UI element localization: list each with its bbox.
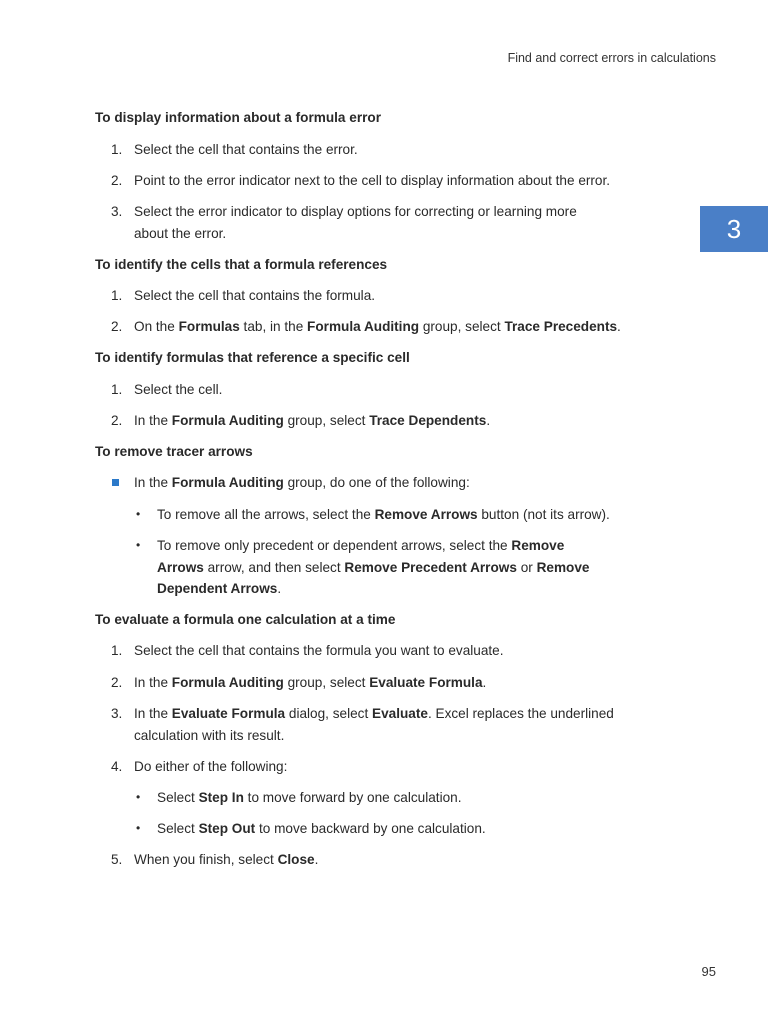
step-text: Select the error indicator to display options for correcting or learning more about the error. — [134, 204, 577, 241]
text-segment: Select — [157, 821, 199, 836]
step-number: 2. — [111, 319, 123, 334]
step-number: 4. — [111, 759, 123, 774]
text-segment: To remove only precedent or dependent arrows, select the — [157, 538, 512, 553]
step-text — [134, 672, 654, 694]
text-segment: When you finish, select — [134, 852, 278, 867]
ui-term: Formula Auditing — [171, 475, 284, 490]
text-segment: group, select — [283, 413, 370, 428]
square-bullet-icon — [112, 479, 119, 486]
ui-term: Trace Precedents — [504, 319, 618, 334]
sub-bullet-text — [157, 535, 597, 600]
step-text: Do either of the following: — [134, 759, 288, 774]
step-number: 2. — [111, 173, 123, 188]
round-bullet-icon: • — [136, 507, 141, 521]
page-number: 95 — [701, 964, 716, 979]
text-segment: . Excel replaces the underlined calculation with its result. — [134, 706, 614, 743]
step-text: Point to the error indicator next to the cell to display information about the error. — [134, 173, 611, 188]
step-number: 1. — [111, 142, 123, 157]
text-segment: . — [617, 319, 621, 334]
ui-term: Remove Dependent Arrows — [157, 559, 590, 596]
text-segment: . — [486, 413, 491, 428]
ui-term: Evaluate — [372, 706, 428, 721]
text-segment: group, select — [419, 319, 505, 334]
sub-bullet-text — [157, 818, 657, 840]
step-number: 2. — [111, 413, 123, 428]
text-segment: . — [482, 675, 487, 690]
step-number: 1. — [111, 643, 123, 658]
ui-term: Formula Auditing — [307, 319, 420, 334]
section-heading-formula-references: To identify the cells that a formula references — [95, 257, 388, 272]
chapter-tab: 3 — [700, 206, 768, 252]
text-segment: or — [516, 559, 537, 575]
step-text: Select the cell that contains the error. — [134, 142, 358, 157]
text-segment: group, select — [283, 675, 370, 690]
step-text: Select the cell that contains the formula. — [134, 288, 376, 303]
text-segment: arrow, and then select — [203, 559, 345, 575]
step-number: 3. — [111, 204, 123, 219]
step-number: 5. — [111, 852, 123, 867]
running-head: Find and correct errors in calculations — [507, 51, 716, 65]
section-heading-reference-cell: To identify formulas that reference a specific cell — [95, 350, 410, 365]
bullet-text — [134, 472, 654, 494]
text-segment: tab, in the — [239, 319, 308, 334]
section-heading-evaluate-formula: To evaluate a formula one calculation at a time — [95, 612, 396, 627]
round-bullet-icon: • — [136, 538, 141, 552]
ui-term: Remove Arrows — [157, 538, 565, 575]
ui-term: Remove Precedent Arrows — [344, 559, 517, 575]
step-number: 2. — [111, 675, 123, 690]
step-text — [134, 849, 654, 871]
section-heading-remove-tracer-arrows: To remove tracer arrows — [95, 444, 253, 459]
text-segment: In the — [134, 475, 172, 490]
text-segment: to move forward by one calculation. — [243, 790, 462, 805]
text-segment: In the — [134, 675, 172, 690]
round-bullet-icon: • — [136, 821, 141, 835]
round-bullet-icon: • — [136, 790, 141, 804]
text-segment: In the — [134, 706, 172, 721]
text-segment: In the — [134, 413, 172, 428]
ui-term: Remove Arrows — [374, 507, 478, 522]
text-segment: to move backward by one calculation. — [255, 821, 486, 836]
ui-term: Step In — [198, 790, 244, 805]
ui-term: Trace Dependents — [369, 413, 487, 428]
step-text: Select the cell. — [134, 382, 223, 397]
ui-term: Evaluate Formula — [171, 706, 286, 721]
text-segment: . — [277, 581, 282, 596]
step-text — [134, 316, 654, 338]
section-heading-formula-error: To display information about a formula error — [95, 110, 381, 125]
ui-term: Formulas — [178, 319, 240, 334]
step-text — [134, 410, 654, 432]
text-segment: button (not its arrow). — [477, 507, 610, 522]
step-text: Select the cell that contains the formula you want to evaluate. — [134, 643, 504, 658]
step-number: 1. — [111, 288, 123, 303]
step-text — [134, 703, 624, 746]
text-segment: group, do one of the following: — [283, 475, 470, 490]
text-segment: On the — [134, 319, 179, 334]
ui-term: Formula Auditing — [171, 413, 284, 428]
text-segment: Select — [157, 790, 199, 805]
sub-bullet-text — [157, 504, 657, 526]
ui-term: Formula Auditing — [171, 675, 284, 690]
text-segment: To remove all the arrows, select the — [157, 507, 375, 522]
step-number: 1. — [111, 382, 123, 397]
ui-term: Evaluate Formula — [369, 675, 483, 690]
ui-term: Close — [277, 852, 315, 867]
ui-term: Step Out — [198, 821, 256, 836]
step-number: 3. — [111, 706, 123, 721]
text-segment: . — [314, 852, 319, 867]
sub-bullet-text — [157, 787, 657, 809]
text-segment: dialog, select — [285, 706, 373, 721]
